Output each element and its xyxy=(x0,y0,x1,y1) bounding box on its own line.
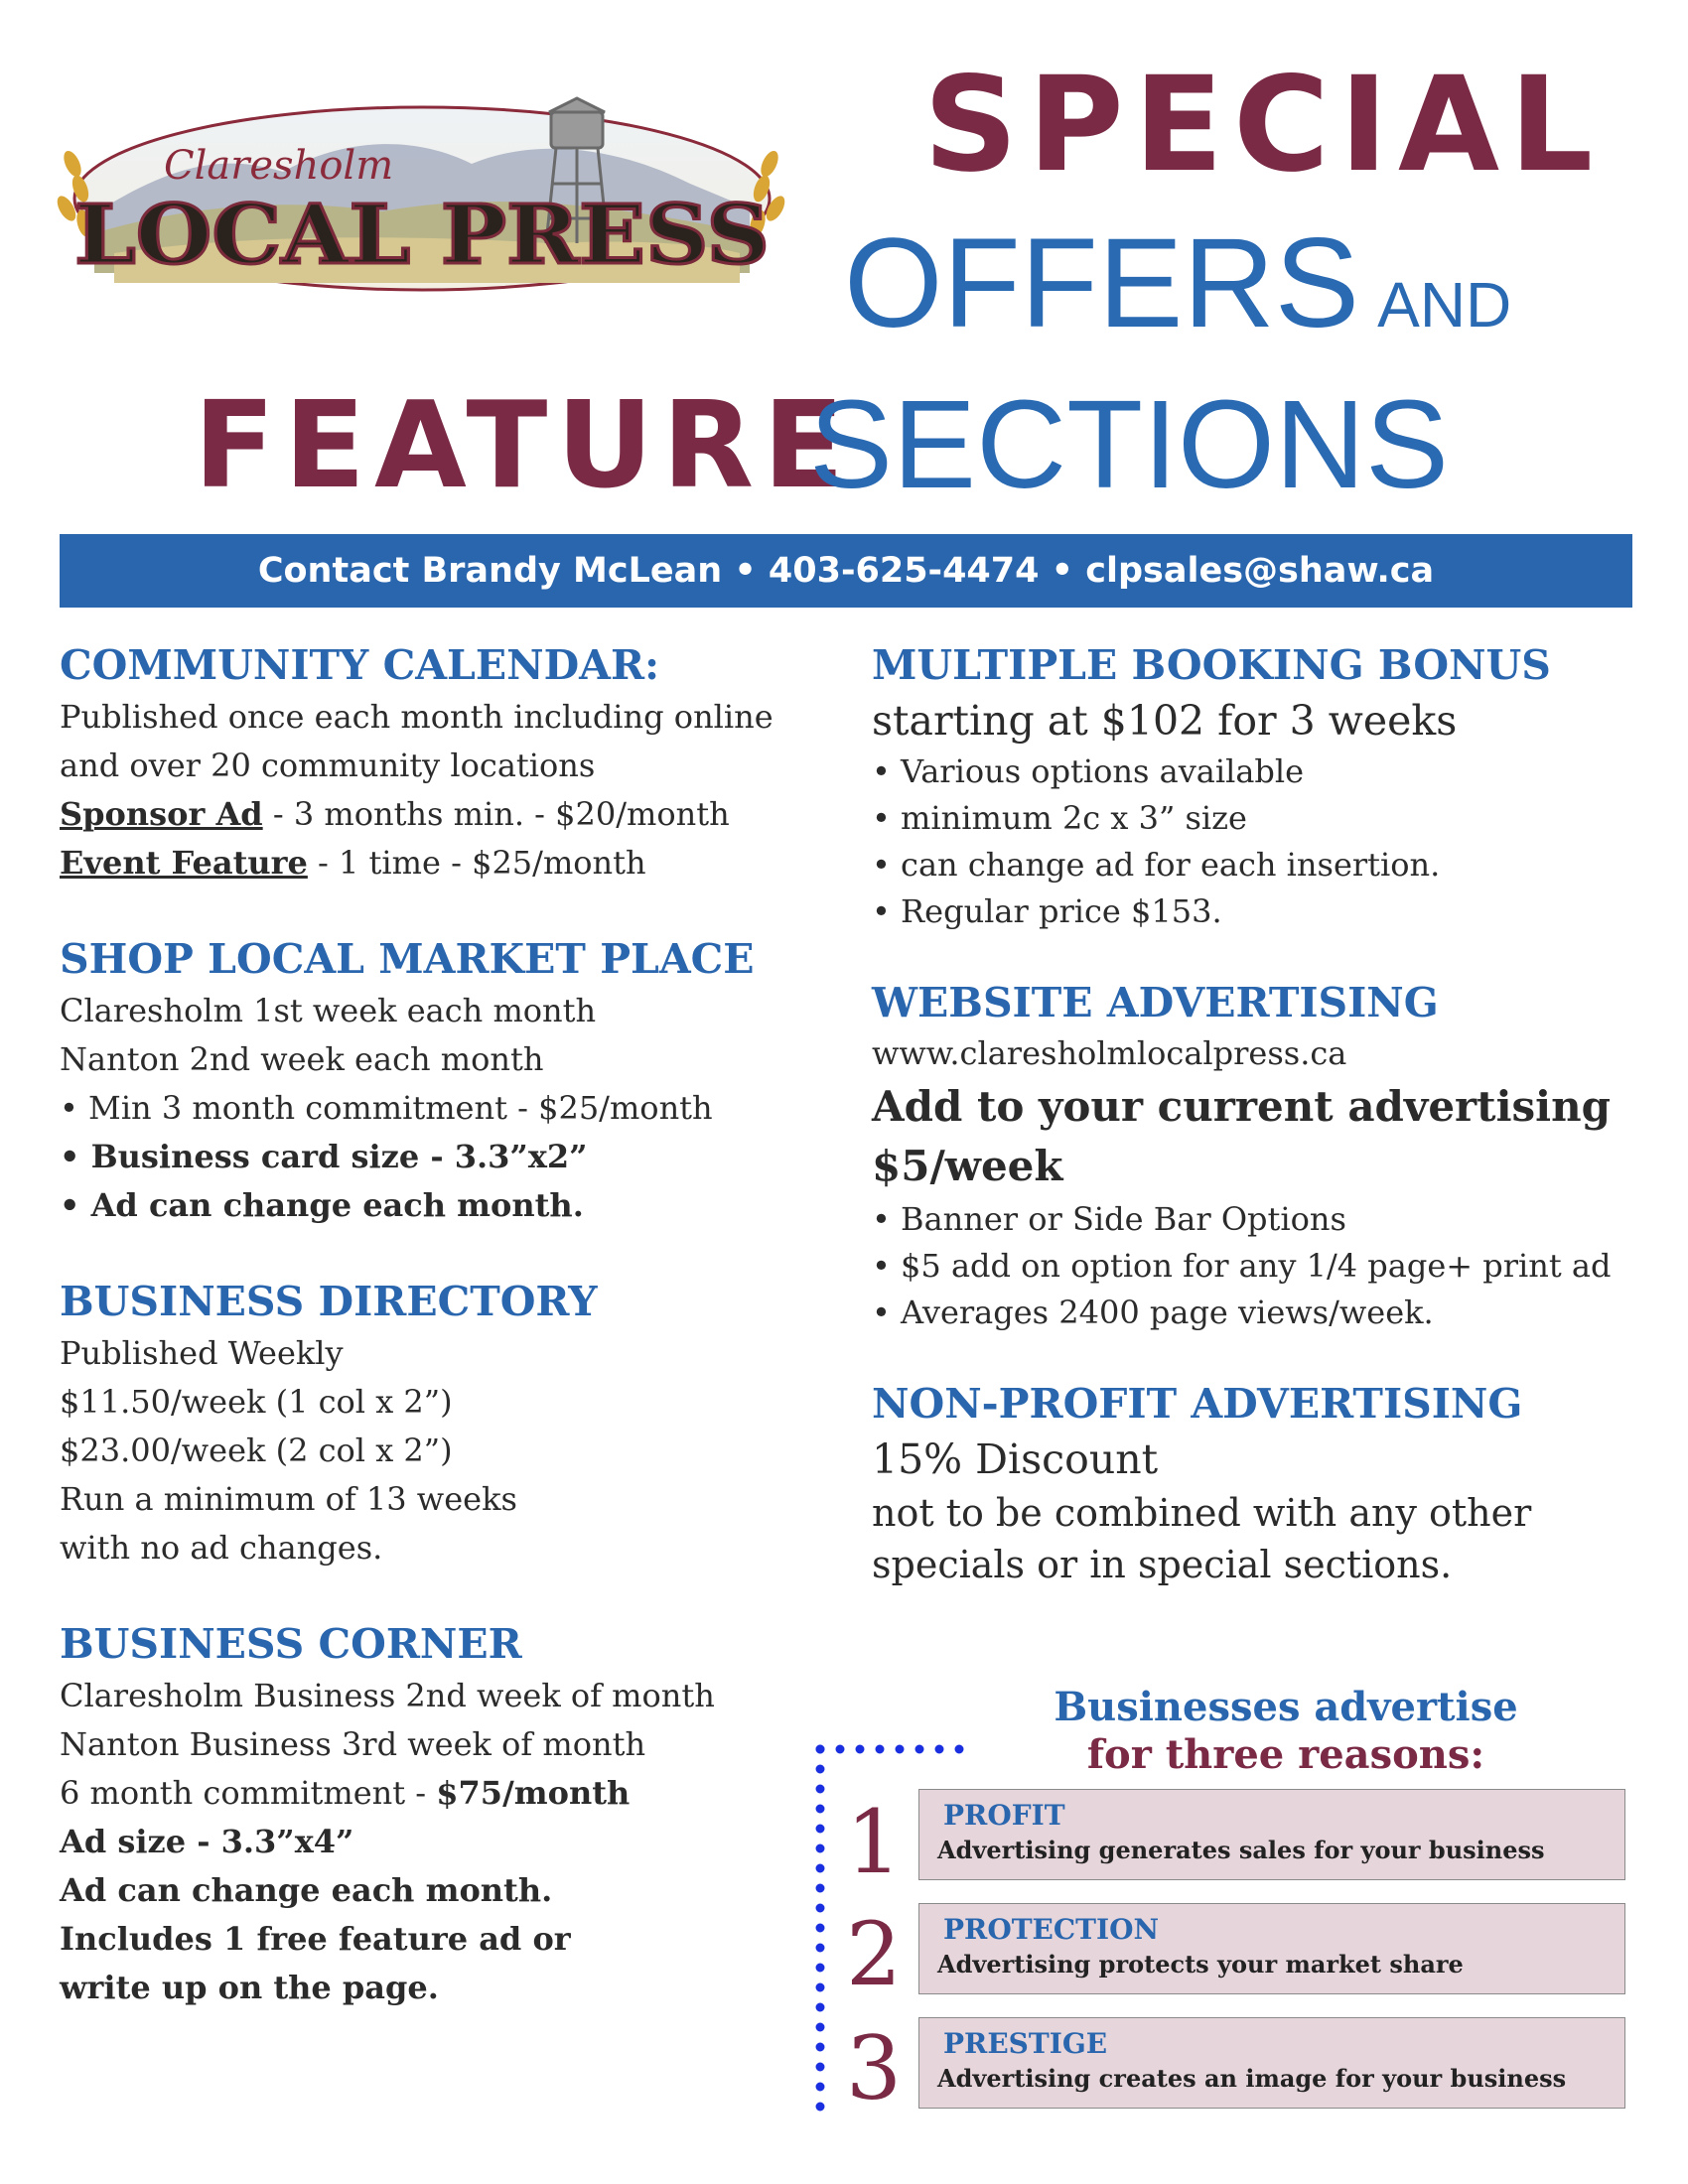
reasons-title-line2: for three reasons: xyxy=(1086,1731,1485,1778)
sponsor-ad-line xyxy=(60,790,814,839)
text-line: • Banner or Side Bar Options xyxy=(872,1200,1346,1238)
section-heading: COMMUNITY CALENDAR: xyxy=(60,641,660,689)
text-line: $5/week xyxy=(872,1142,1063,1190)
claresholm-local-press-logo xyxy=(55,94,789,308)
text-line: not to be combined with any other xyxy=(872,1491,1532,1535)
business-directory-section xyxy=(60,1274,814,1572)
business-corner-section xyxy=(60,1616,814,2012)
text-line: Claresholm 1st week each month xyxy=(60,992,597,1029)
logo-small-text: Claresholm xyxy=(164,143,394,189)
text-line: • minimum 2c x 3” size xyxy=(872,799,1247,837)
community-calendar-section xyxy=(60,637,814,887)
right-column xyxy=(872,637,1656,1590)
shop-local-section xyxy=(60,931,814,1230)
text-line: Published Weekly xyxy=(60,1334,344,1372)
title-and: AND xyxy=(1377,269,1512,341)
section-heading: BUSINESS DIRECTORY xyxy=(60,1278,598,1325)
text-line: • Averages 2400 page views/week. xyxy=(872,1294,1434,1331)
sponsor-ad-label: Sponsor Ad xyxy=(60,795,263,833)
title-offers-word: OFFERS xyxy=(844,212,1360,354)
section-heading: SHOP LOCAL MARKET PLACE xyxy=(60,935,755,983)
reason-description: Advertising protects your market share xyxy=(937,1950,1464,1979)
discount-line: 15% Discount xyxy=(872,1435,1159,1483)
text-line: Claresholm Business 2nd week of month xyxy=(60,1677,715,1714)
reason-box-protection xyxy=(918,1903,1625,1994)
text-line: • $5 add on option for any 1/4 page+ print ad xyxy=(872,1247,1612,1285)
section-heading: BUSINESS CORNER xyxy=(60,1620,522,1668)
multiple-booking-section xyxy=(872,637,1656,935)
text-line: • Min 3 month commitment - $25/month xyxy=(60,1089,713,1127)
event-feature-text: - 1 time - $25/month xyxy=(307,844,646,882)
text-line: • Ad can change each month. xyxy=(60,1186,584,1224)
text-line: Published once each month including online xyxy=(60,698,774,736)
reason-description: Advertising generates sales for your business xyxy=(937,1836,1545,1864)
reason-number: 2 xyxy=(846,1903,902,2005)
reason-title: PROFIT xyxy=(943,1799,1065,1832)
text-line: $23.00/week (2 col x 2”) xyxy=(60,1432,453,1469)
title-feature: FEATURE xyxy=(194,377,854,515)
non-profit-section xyxy=(872,1376,1656,1590)
reasons-title xyxy=(978,1684,1594,1779)
website-url: www.claresholmlocalpress.ca xyxy=(872,1034,1347,1072)
text-line: $11.50/week (1 col x 2”) xyxy=(60,1383,453,1421)
text-line: Ad size - 3.3”x4” xyxy=(60,1823,354,1860)
text-line: Add to your current advertising xyxy=(872,1082,1612,1131)
text-line: specials or in special sections. xyxy=(872,1543,1453,1586)
event-feature-line xyxy=(60,839,814,887)
reason-number: 3 xyxy=(846,2017,902,2119)
logo-big-text: LOCAL PRESS xyxy=(74,188,770,283)
left-column xyxy=(60,637,814,2012)
text-line: • can change ad for each insertion. xyxy=(872,846,1441,884)
text-line: Includes 1 free feature ad or xyxy=(60,1920,571,1958)
commitment-line xyxy=(60,1769,814,1818)
text-line: Nanton 2nd week each month xyxy=(60,1040,544,1078)
price-line: starting at $102 for 3 weeks xyxy=(872,697,1458,745)
title-sections: SECTIONS xyxy=(809,374,1450,514)
text-line: • Various options available xyxy=(872,752,1305,790)
contact-bar: Contact Brandy McLean • 403-625-4474 • clpsales@shaw.ca xyxy=(60,534,1632,608)
commitment-text: 6 month commitment - xyxy=(60,1774,437,1812)
commitment-price: $75/month xyxy=(436,1774,631,1812)
section-heading: WEBSITE ADVERTISING xyxy=(872,979,1439,1026)
reason-box-prestige xyxy=(918,2017,1625,2109)
text-line: Ad can change each month. xyxy=(60,1871,553,1909)
title-offers xyxy=(844,212,1512,354)
reason-number: 1 xyxy=(846,1791,902,1893)
reason-title: PROTECTION xyxy=(943,1913,1160,1946)
text-line: • Business card size - 3.3”x2” xyxy=(60,1138,588,1175)
title-special: SPECIAL xyxy=(923,49,1604,202)
text-line: with no ad changes. xyxy=(60,1529,383,1567)
section-heading: MULTIPLE BOOKING BONUS xyxy=(872,641,1551,689)
text-line: write up on the page. xyxy=(60,1969,439,2006)
text-line: and over 20 community locations xyxy=(60,747,596,784)
website-advertising-section xyxy=(872,975,1656,1336)
text-line: Nanton Business 3rd week of month xyxy=(60,1725,646,1763)
reason-description: Advertising creates an image for your business xyxy=(937,2064,1567,2093)
reason-title: PRESTIGE xyxy=(943,2027,1108,2060)
text-line: • Regular price $153. xyxy=(872,892,1222,930)
event-feature-label: Event Feature xyxy=(60,844,308,882)
reason-box-profit xyxy=(918,1789,1625,1880)
sponsor-ad-text: - 3 months min. - $20/month xyxy=(262,795,730,833)
text-line: Run a minimum of 13 weeks xyxy=(60,1480,517,1518)
section-heading: NON-PROFIT ADVERTISING xyxy=(872,1380,1523,1428)
reasons-title-line1: Businesses advertise xyxy=(1054,1684,1518,1730)
